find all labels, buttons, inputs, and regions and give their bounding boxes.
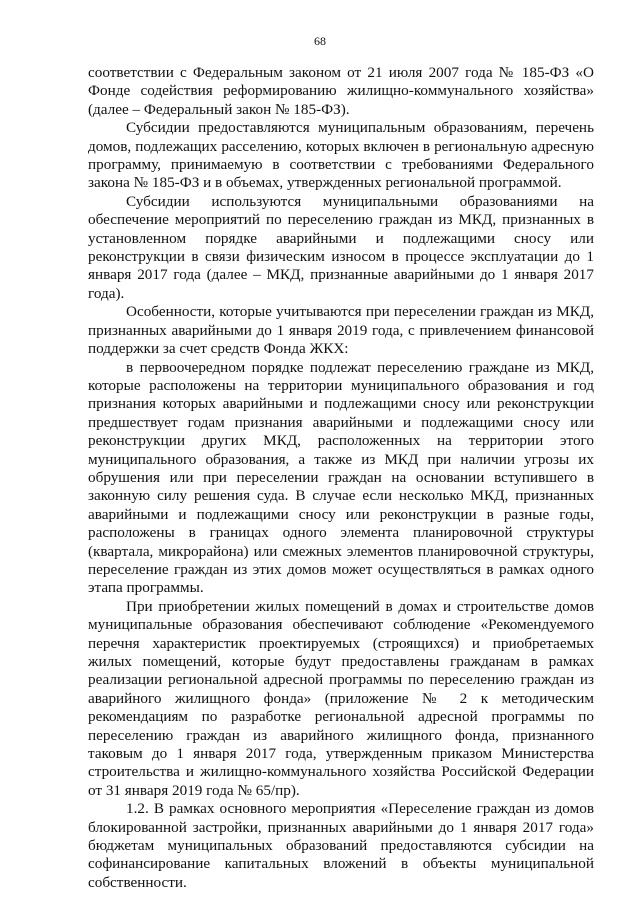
paragraph-subsidies-provided: Субсидии предоставляются муниципальным образованиям, перечень домов, подлежащих расселению, которых включен в региональную адресную программу, принимаемую в соответствии с требованиями Федерального закона № 185-ФЗ и в объемах, утвержденных региональной программой. [88,119,594,192]
page-number: 68 [314,34,326,48]
document-body [88,64,594,892]
paragraph-acquisition: При приобретении жилых помещений в домах и строительстве домов муниципальные образования обеспечивают соблюдение «Рекомендуемого перечня характеристик проектируемых (строящихся) и приобретаемых жилых помещений, которые будут предоставлены гражданам в рамках реализации региональной адресной программы по переселению граждан из аварийного жилищного фонда» (приложение № 2 к методическим рекомендациям по разработке региональной адресной программы по переселению граждан из аварийного жилищного фонда, признанного таковым до 1 января 2017 года, утвержденным приказом Министерства строительства и жилищно-коммунального хозяйства Российской Федерации от 31 января 2019 года № 65/пр). [88,597,594,799]
paragraph-section-1-2: 1.2. В рамках основного мероприятия «Переселение граждан из домов блокированной застройки, признанных аварийными до 1 января 2017 года» бюджетам муниципальных образований предоставляются субсидии на софинансирование капитальных вложений в объекты муниципальной собственности. [88,800,594,891]
paragraph-subsidies-used: Субсидии используются муниципальными образованиями на обеспечение мероприятий по переселению граждан из МКД, признанных в установленном порядке аварийными и подлежащими сносу или реконструкции в связи физическим износом в процессе эксплуатации до 1 января 2017 года (далее – МКД, признанные аварийными до 1 января 2017 года). [88,192,594,302]
paragraph-priority-order: в первоочередном порядке подлежат переселению граждане из МКД, которые расположены на территории муниципального образования и год признания которых аварийными и подлежащими сносу или реконструкции предшествует годам признания аварийными и подлежащими сносу или реконструкции других МКД, расположенных на территории этого муниципального образования, а также из МКД при наличии угрозы их обрушения или при переселении граждан на основании вступившего в законную силу решения суда. В случае если несколько МКД, признанных аварийными и подлежащими сносу или реконструкции в разные годы, расположены в границах одного элемента планировочной структуры (квартала, микрорайона) или смежных элементов планировочной структуры, переселение граждан из этих домов может осуществляться в рамках одного этапа программы. [88,358,594,597]
paragraph-features: Особенности, которые учитываются при переселении граждан из МКД, признанных аварийными до 1 января 2019 года, с привлечением финансовой поддержки за счет средств Фонда ЖКХ: [88,303,594,358]
paragraph-continuation: соответствии с Федеральным законом от 21 июля 2007 года № 185-ФЗ «О Фонде содействия реформированию жилищно-коммунального хозяйства» (далее – Федеральный закон № 185-ФЗ). [88,64,594,118]
